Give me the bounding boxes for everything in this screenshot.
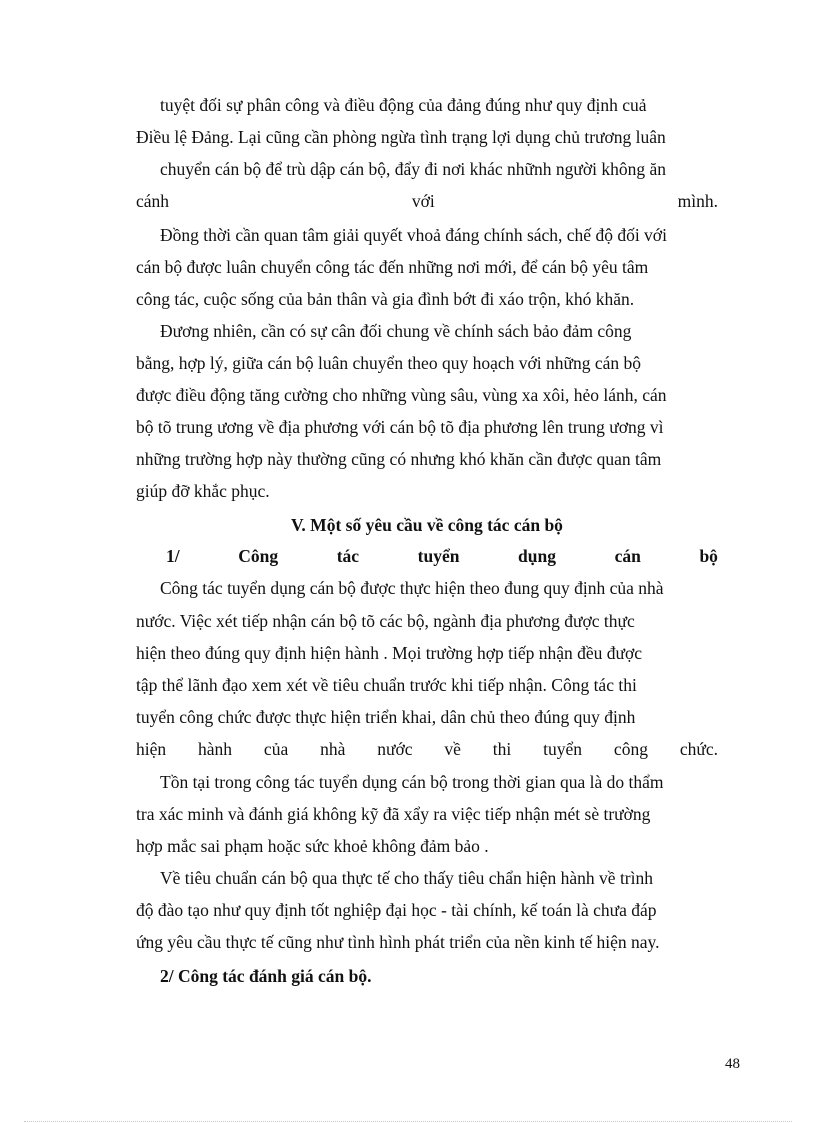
word: hiện: [136, 739, 167, 759]
justified-text-line: [136, 733, 718, 765]
word: nhà: [320, 739, 346, 759]
word: thi: [492, 739, 512, 759]
subheading-evaluation: 2/ Công tác đánh giá cán bộ.: [160, 966, 372, 986]
text-line: tuyển công chức được thực hiện triển khai, dân chủ theo đúng quy định: [136, 707, 636, 727]
text-line: Công tác tuyển dụng cán bộ được thực hiện theo đung quy định của nhà: [160, 578, 664, 598]
word: nước: [377, 739, 413, 759]
footer-divider: [24, 1121, 792, 1122]
word: của: [263, 739, 289, 759]
text-line: Điều lệ Đảng. Lại cũng cần phòng ngừa tình trạng lợi dụng chủ trương luân: [136, 127, 666, 147]
page-number: 48: [725, 1056, 740, 1072]
text-line: ứng yêu cầu thực tế cũng như tình hình phát triển của nền kinh tế hiện nay.: [136, 932, 660, 952]
text-line: được điều động tăng cường cho những vùng sâu, vùng xa xôi, hẻo lánh, cán: [136, 385, 667, 405]
text-line: những trường hợp này thường cũng có nhưng khó khăn cần được quan tâm: [136, 449, 662, 469]
word: tác: [336, 546, 360, 566]
text-line: Đồng thời cần quan tâm giải quyết vhoả đáng chính sách, chế độ đối với: [160, 225, 667, 245]
text-line: Về tiêu chuẩn cán bộ qua thực tế cho thấy tiêu chẩn hiện hành về trình: [160, 868, 653, 888]
word: tuyển: [543, 739, 583, 759]
subheading-recruitment: [166, 540, 718, 572]
text-line: Đương nhiên, cần có sự cân đối chung về chính sách bảo đảm công: [160, 321, 632, 341]
text-line: bộ tõ trung ương về địa phương với cán bộ tõ địa phương lên trung ương vì: [136, 417, 664, 437]
text-line: cán bộ được luân chuyển công tác đến những nơi mới, để cán bộ yêu tâm: [136, 257, 649, 277]
justified-text-line: [136, 185, 718, 217]
text-line: tập thể lãnh đạo xem xét về tiêu chuẩn trước khi tiếp nhận. Công tác thi: [136, 675, 637, 695]
word: công: [613, 739, 648, 759]
text-line: Tồn tại trong công tác tuyển dụng cán bộ trong thời gian qua là do thẩm: [160, 772, 664, 792]
section-heading: V. Một số yêu cầu về công tác cán bộ: [291, 515, 563, 535]
word: hành: [198, 739, 233, 759]
word: với: [411, 191, 435, 211]
word: tuyển: [417, 546, 460, 566]
text-line: độ đào tạo như quy định tốt nghiệp đại học - tài chính, kế toán là chưa đáp: [136, 900, 657, 920]
text-line: tuyệt đối sự phân công và điều động của đảng đúng như quy định cuả: [160, 95, 647, 115]
text-line: giúp đỡ khắc phục.: [136, 481, 270, 501]
text-line: hiện theo đúng quy định hiện hành . Mọi trường hợp tiếp nhận đều được: [136, 643, 643, 663]
text-line: công tác, cuộc sống của bản thân và gia đình bớt đi xáo trộn, khó khăn.: [136, 289, 635, 309]
word: mình.: [677, 191, 718, 211]
word: cánh: [136, 191, 170, 211]
word: cán: [614, 546, 641, 566]
text-line: chuyển cán bộ để trù dập cán bộ, đẩy đi nơi khác nhữnh người không ăn: [160, 159, 666, 179]
word: bộ: [699, 546, 718, 566]
text-line: hợp mắc sai phạm hoặc sức khoẻ không đảm bảo .: [136, 836, 489, 856]
word: Công: [238, 546, 279, 566]
text-line: bằng, hợp lý, giữa cán bộ luân chuyển theo quy hoạch với những cán bộ: [136, 353, 641, 373]
word: chức.: [679, 739, 718, 759]
word: 1/: [166, 546, 180, 566]
word: dụng: [518, 546, 556, 566]
text-line: nước. Việc xét tiếp nhận cán bộ tõ các bộ, ngành địa phương được thực: [136, 611, 635, 631]
word: về: [444, 739, 461, 759]
text-line: tra xác minh và đánh giá không kỹ đã xẩy ra việc tiếp nhận mét sè trường: [136, 804, 651, 824]
